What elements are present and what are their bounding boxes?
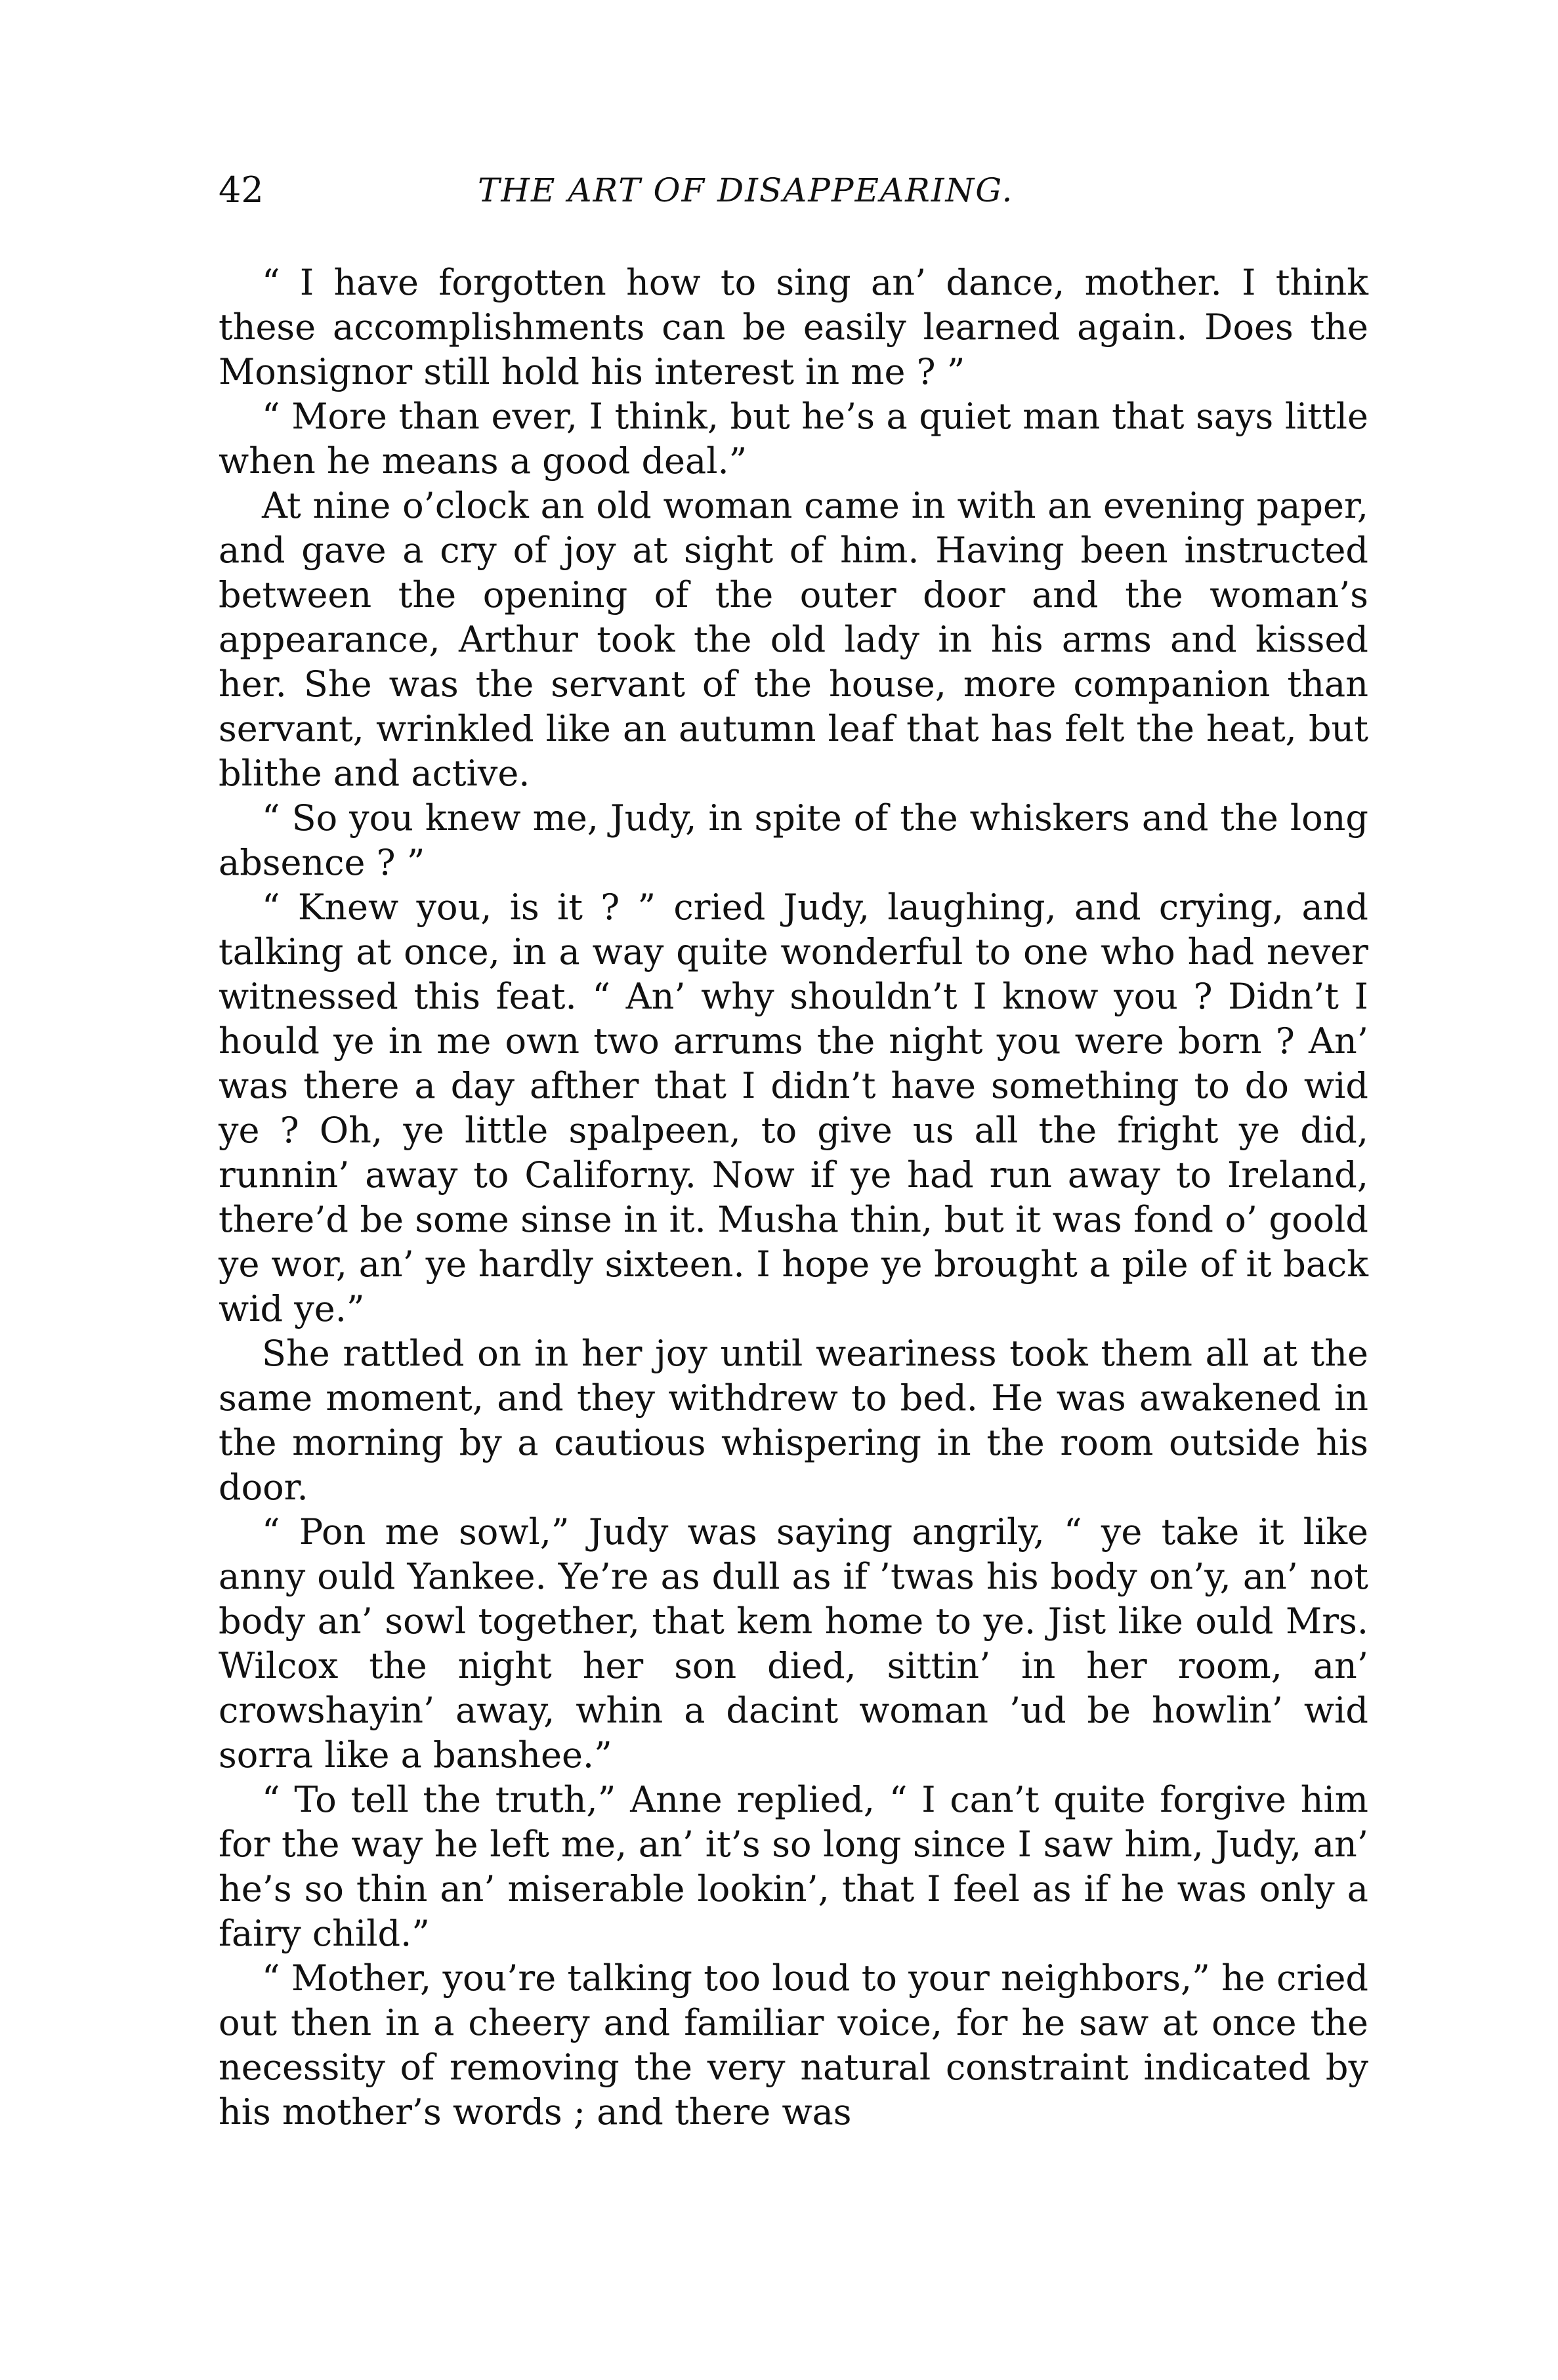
paragraph: She rattled on in her joy until weariness took them all at the same moment, and they withdrew to bed. He was awakened in the morning by a cautious whispering in the room outside his door. (219, 1333, 1368, 1508)
page-number: 42 (219, 169, 264, 211)
page-header (219, 164, 1368, 217)
paragraph: “ Knew you, is it ? ” cried Judy, laughing, and crying, and talking at once, in a way quite wonderful to one who had never witnessed this feat. “ An’ why shouldn’t I know you ? Didn’t I hould ye in me own two arrums the night you were born ? An’ was there a day afther that I didn’t have something to do wid ye ? Oh, ye little spalpeen, to give us all the fright ye did, runnin’ away to Californy. Now if ye had run away to Ireland, there’d be some sinse in it. Musha thin, but it was fond o’ goold ye wor, an’ ye hardly sixteen. I hope ye brought a pile of it back wid ye.” (219, 887, 1368, 1329)
running-title: THE ART OF DISAPPEARING. (478, 171, 1014, 209)
paragraph: “ Mother, you’re talking too loud to your neighbors,” he cried out then in a cheery and familiar voice, for he saw at once the necessity of removing the very natural constraint indicated by his mother’s words ; and there was (219, 1957, 1368, 2133)
paragraph: “ Pon me sowl,” Judy was saying angrily, “ ye take it like anny ould Yankee. Ye’re as dull as if ’twas his body on’y, an’ not body an’ sowl together, that kem home to ye. Jist like ould Mrs. Wilcox the night her son died, sittin’ in her room, an’ crowshayin’ away, whin a dacint woman ’ud be howlin’ wid sorra like a banshee.” (219, 1511, 1368, 1776)
paragraph: “ I have forgotten how to sing an’ dance, mother. I think these accomplishments can be easily learned again. Does the Monsignor still hold his interest in me ? ” (219, 262, 1368, 392)
body-text (219, 261, 1368, 2135)
paragraph: “ More than ever, I think, but he’s a quiet man that says little when he means a good deal.” (219, 396, 1368, 482)
paragraph: At nine o’clock an old woman came in with an evening paper, and gave a cry of joy at sight of him. Having been instructed between the opening of the outer door and the woman’s appearance, Arthur took the old lady in his arms and kissed her. She was the servant of the house, more companion than servant, wrinkled like an autumn leaf that has felt the heat, but blithe and active. (219, 485, 1368, 794)
paragraph: “ So you knew me, Judy, in spite of the whiskers and the long absence ? ” (219, 797, 1368, 883)
paragraph: “ To tell the truth,” Anne replied, “ I can’t quite forgive him for the way he left me, an’ it’s so long since I saw him, Judy, an’ he’s so thin an’ miserable lookin’, that I feel as if he was only a fairy child.” (219, 1779, 1368, 1954)
